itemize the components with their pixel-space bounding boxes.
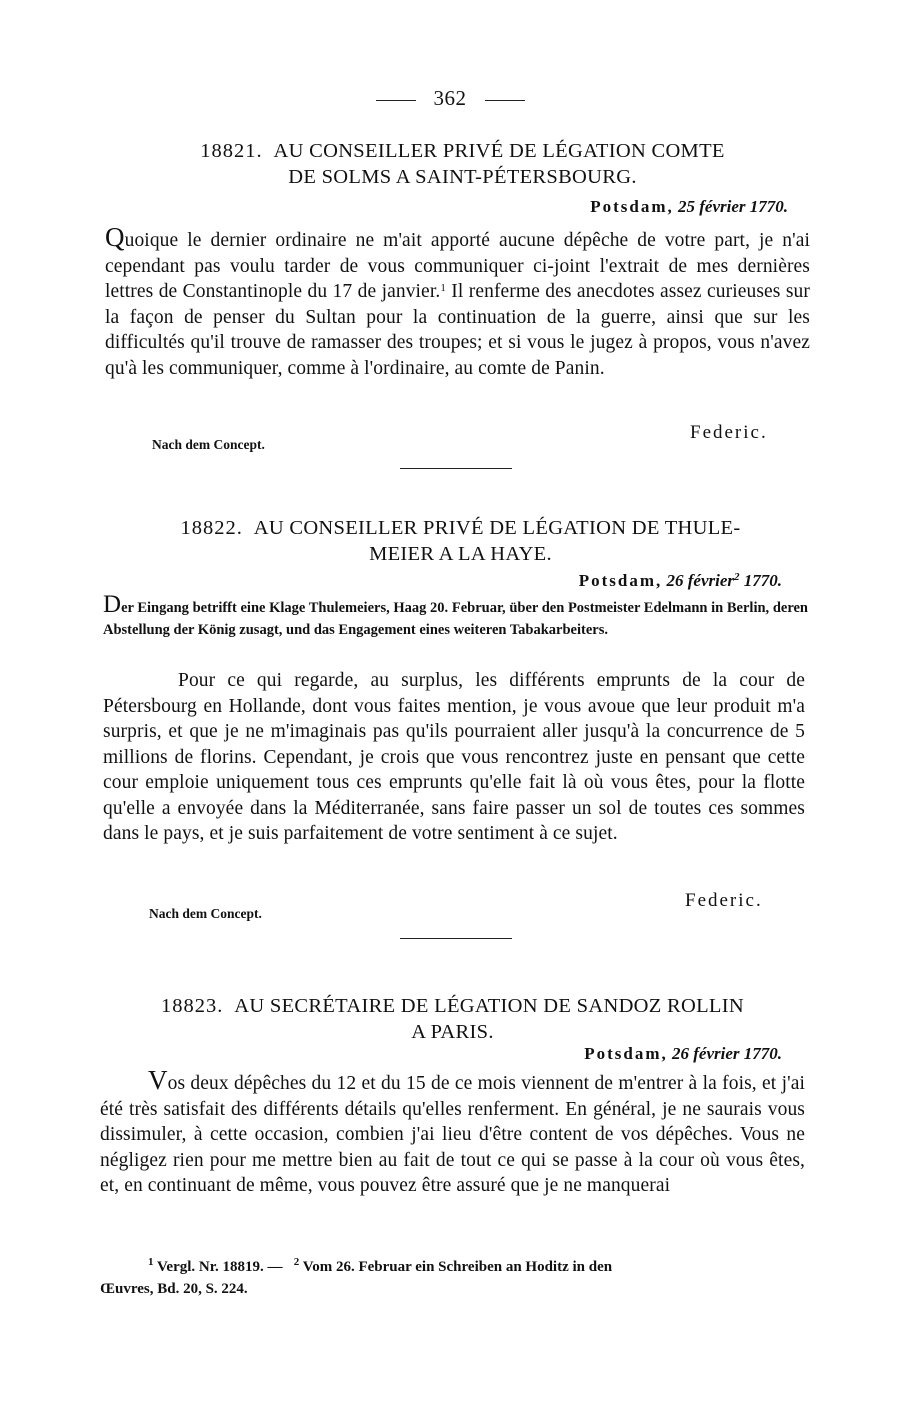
date-text: 26 février 1770.: [671, 1044, 782, 1063]
page-number-dash-left: [376, 100, 416, 101]
source-note-18821: Nach dem Concept.: [152, 437, 265, 452]
footnote-1: Vergl. Nr. 18819. —: [153, 1259, 283, 1275]
date-place: Potsdam,: [584, 1044, 668, 1063]
footnote-2-line1: Vom 26. Februar ein Schreiben an Hoditz in den: [299, 1259, 613, 1275]
letter-date-18821: [300, 197, 788, 217]
page-number-text: 362: [433, 86, 467, 110]
letter-heading-text: AU CONSEILLER PRIVÉ DE LÉGATION DE THULE-: [253, 517, 741, 539]
letter-number: 18821.: [200, 140, 263, 162]
date-place: Potsdam,: [590, 197, 674, 216]
letter-number: 18823.: [161, 995, 224, 1017]
summary-note-text: er Eingang betrifft eine Klage Thulemeiers, Haag 20. Februar, über den Postmeister Edelmann in Berlin, deren Abstellung der König zusagt, und das Engagement eines weiteren Tabakarbeiters.: [103, 600, 808, 638]
date-text-b: 1770.: [739, 571, 782, 590]
letter-body-18821: [105, 222, 810, 381]
footnotes: [100, 1256, 805, 1300]
letter-heading-line1: [118, 515, 803, 541]
initial-letter: D: [103, 591, 122, 618]
initial-letter: V: [148, 1065, 168, 1095]
footnote-2-line2: Œuvres, Bd. 20, S. 224.: [100, 1281, 248, 1297]
footnote-ref: 2: [734, 571, 740, 583]
letter-heading-line2: DE SOLMS A SAINT-PÉTERSBOURG.: [288, 166, 637, 188]
summary-note-18822: [103, 591, 808, 641]
body-text: os deux dépêches du 12 et du 15 de ce mois viennent de m'entrer à la fois, et j'ai été très satisfait des différents détails qu'elles renferment. En général, je ne saurais vous dissimuler, à cette occasion, combien j'ai lieu d'être content de vos dépêches. Vous ne négligez rien pour me mettre bien au fait de tout ce qui se passe à la cour où vous êtes, et, en continuant de même, vous pouvez être assuré que je ne manquerai: [100, 1073, 805, 1196]
footnotes-line1: [100, 1256, 805, 1278]
date-place: Potsdam,: [578, 571, 663, 590]
letter-body-18823: [100, 1065, 805, 1199]
footnote-mark-1: 1: [148, 1256, 154, 1268]
letter-heading-line2: A PARIS.: [411, 1021, 494, 1043]
source-note-18822: Nach dem Concept.: [149, 906, 262, 921]
date-text: [666, 571, 782, 590]
body-text-part-a: uoique le dernier ordinaire ne m'ait apporté aucune dépêche de votre part, je n'ai cependant pas voulu tarder de vous communiquer ci-joint l'extrait de mes dernières lettres de Constantinople du 17 de janvier.: [105, 230, 810, 302]
letter-heading-18822: [118, 515, 803, 567]
letter-date-18822: [300, 571, 782, 591]
separator-rule: [400, 938, 512, 939]
letter-number: 18822.: [180, 517, 243, 539]
page-number: [0, 86, 900, 111]
body-text: Pour ce qui regarde, au surplus, les différents emprunts de la cour de Pétersbourg en Hollande, dont vous faites mention, je vous avoue que leur produit m'a surpris, et que je ne m'imaginais pas qu'ils pourraient aller jusqu'à la concurrence de 5 millions de florins. Cependant, je crois que vous rencontrez juste en pensant que cette cour emploie uniquement tous ces emprunts qu'elle fait là où vous êtes, pour la flotte qu'elle a envoyée dans la Méditerranée, sans faire passer un sol de toutes ces sommes dans le pays, et je suis parfaitement de votre sentiment à ce sujet.: [103, 670, 805, 844]
separator-rule: [400, 468, 512, 469]
letter-heading-18821: [140, 138, 785, 190]
letter-heading-18823: [100, 993, 805, 1045]
letter-heading-line1: [140, 138, 785, 164]
initial-letter: Q: [105, 222, 125, 252]
page-number-dash-right: [485, 100, 525, 101]
body-text-part-b: Il renferme des anecdotes assez curieuses sur la façon de penser du Sultan pour la continuation de la guerre, ainsi que sur les difficultés qu'il trouve de ramasser des troupes; et si vous le jugez à propos, vous n'avez qu'à les communiquer, comme à l'ordinaire, au comte de Panin.: [105, 281, 810, 379]
letter-heading-line2: MEIER A LA HAYE.: [369, 543, 552, 565]
letter-body-18822: [103, 668, 805, 847]
letter-heading-line1: [100, 993, 805, 1019]
date-text: 25 février 1770.: [677, 197, 788, 216]
signature-18822: Federic.: [685, 890, 763, 911]
letter-date-18823: [300, 1044, 782, 1064]
signature-18821: Federic.: [690, 422, 768, 443]
letter-heading-text: AU SECRÉTAIRE DE LÉGATION DE SANDOZ ROLLIN: [234, 995, 744, 1017]
letter-heading-text: AU CONSEILLER PRIVÉ DE LÉGATION COMTE: [273, 140, 725, 162]
footnote-ref: 1: [440, 282, 446, 294]
footnote-mark-2: 2: [293, 1256, 300, 1268]
date-text-a: 26 février: [666, 571, 734, 590]
